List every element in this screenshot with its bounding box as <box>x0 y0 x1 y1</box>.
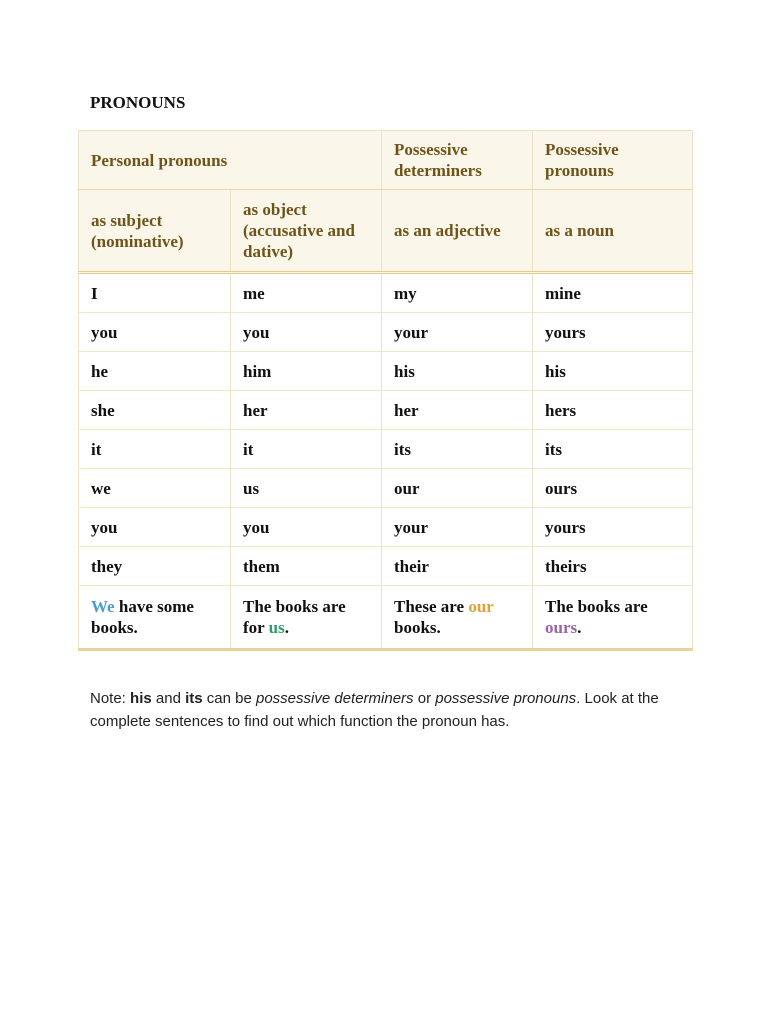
table-cell: it <box>79 430 231 469</box>
table-cell: yours <box>533 313 693 352</box>
table-cell: she <box>79 391 231 430</box>
table-cell: he <box>79 352 231 391</box>
table-cell: its <box>533 430 693 469</box>
table-row <box>79 273 693 313</box>
table-cell: theirs <box>533 547 693 586</box>
table-row <box>79 469 693 508</box>
header-as-object: as object (accusative and dative) <box>231 190 382 273</box>
header-possessive-determiners: Possessive determiners <box>382 131 533 190</box>
table-cell: ours <box>533 469 693 508</box>
example-row <box>79 586 693 650</box>
table-cell: her <box>382 391 533 430</box>
table-row <box>79 313 693 352</box>
page-title: PRONOUNS <box>90 93 186 112</box>
table-cell: they <box>79 547 231 586</box>
header-as-noun: as a noun <box>533 190 693 273</box>
table-cell: hers <box>533 391 693 430</box>
table-cell: his <box>533 352 693 391</box>
note-his: his <box>130 690 152 707</box>
table-cell: you <box>231 508 382 547</box>
table-cell: you <box>79 313 231 352</box>
example-adjective-post: books. <box>394 618 441 637</box>
table-row <box>79 352 693 391</box>
table-cell: your <box>382 313 533 352</box>
header-personal-pronouns: Personal pronouns <box>79 131 382 190</box>
example-noun-pre: The books are <box>545 597 648 616</box>
table-cell: I <box>79 273 231 313</box>
example-adjective <box>382 586 533 650</box>
table-cell: your <box>382 508 533 547</box>
note-can-be: can be <box>202 690 256 707</box>
table-cell: our <box>382 469 533 508</box>
example-object-pre: The books are for <box>243 597 346 637</box>
table-cell: him <box>231 352 382 391</box>
example-adjective-pre: These are <box>394 597 469 616</box>
note-its: its <box>185 690 203 707</box>
highlight-our: our <box>468 597 494 616</box>
pronouns-table <box>78 130 693 651</box>
note-and: and <box>151 690 186 707</box>
note-possessive-determiners: possessive determiners <box>255 690 414 707</box>
example-subject-text: have some books. <box>91 597 194 637</box>
table-row <box>79 430 693 469</box>
note-lead: Note: <box>90 690 131 707</box>
table-cell: yours <box>533 508 693 547</box>
note-possessive-pronouns: possessive pronouns <box>435 690 577 707</box>
table-cell: his <box>382 352 533 391</box>
highlight-ours: ours <box>545 618 578 637</box>
header-as-subject: as subject (nominative) <box>79 190 231 273</box>
table-row <box>79 547 693 586</box>
table-cell: mine <box>533 273 693 313</box>
table-cell: them <box>231 547 382 586</box>
table-row <box>79 508 693 547</box>
table-cell: us <box>231 469 382 508</box>
table-cell: we <box>79 469 231 508</box>
highlight-us: us <box>268 618 285 637</box>
example-object <box>231 586 382 650</box>
note-paragraph <box>90 687 690 733</box>
table-cell: you <box>79 508 231 547</box>
example-noun <box>533 586 693 650</box>
table-cell: it <box>231 430 382 469</box>
header-as-adjective: as an adjective <box>382 190 533 273</box>
header-possessive-pronouns: Possessive pronouns <box>533 131 693 190</box>
table-cell: their <box>382 547 533 586</box>
note-rest: . Look at the complete sentences to find out which function the pronoun has. <box>90 690 659 730</box>
example-object-post: . <box>284 618 289 637</box>
table-cell: you <box>231 313 382 352</box>
example-subject <box>79 586 231 650</box>
highlight-we: We <box>91 597 115 616</box>
table-row <box>79 391 693 430</box>
note-or: or <box>413 690 436 707</box>
table-cell: its <box>382 430 533 469</box>
header-row-sub <box>79 190 693 273</box>
example-noun-post: . <box>577 618 582 637</box>
table-cell: my <box>382 273 533 313</box>
header-row-main <box>79 131 693 190</box>
table-cell: her <box>231 391 382 430</box>
table-cell: me <box>231 273 382 313</box>
